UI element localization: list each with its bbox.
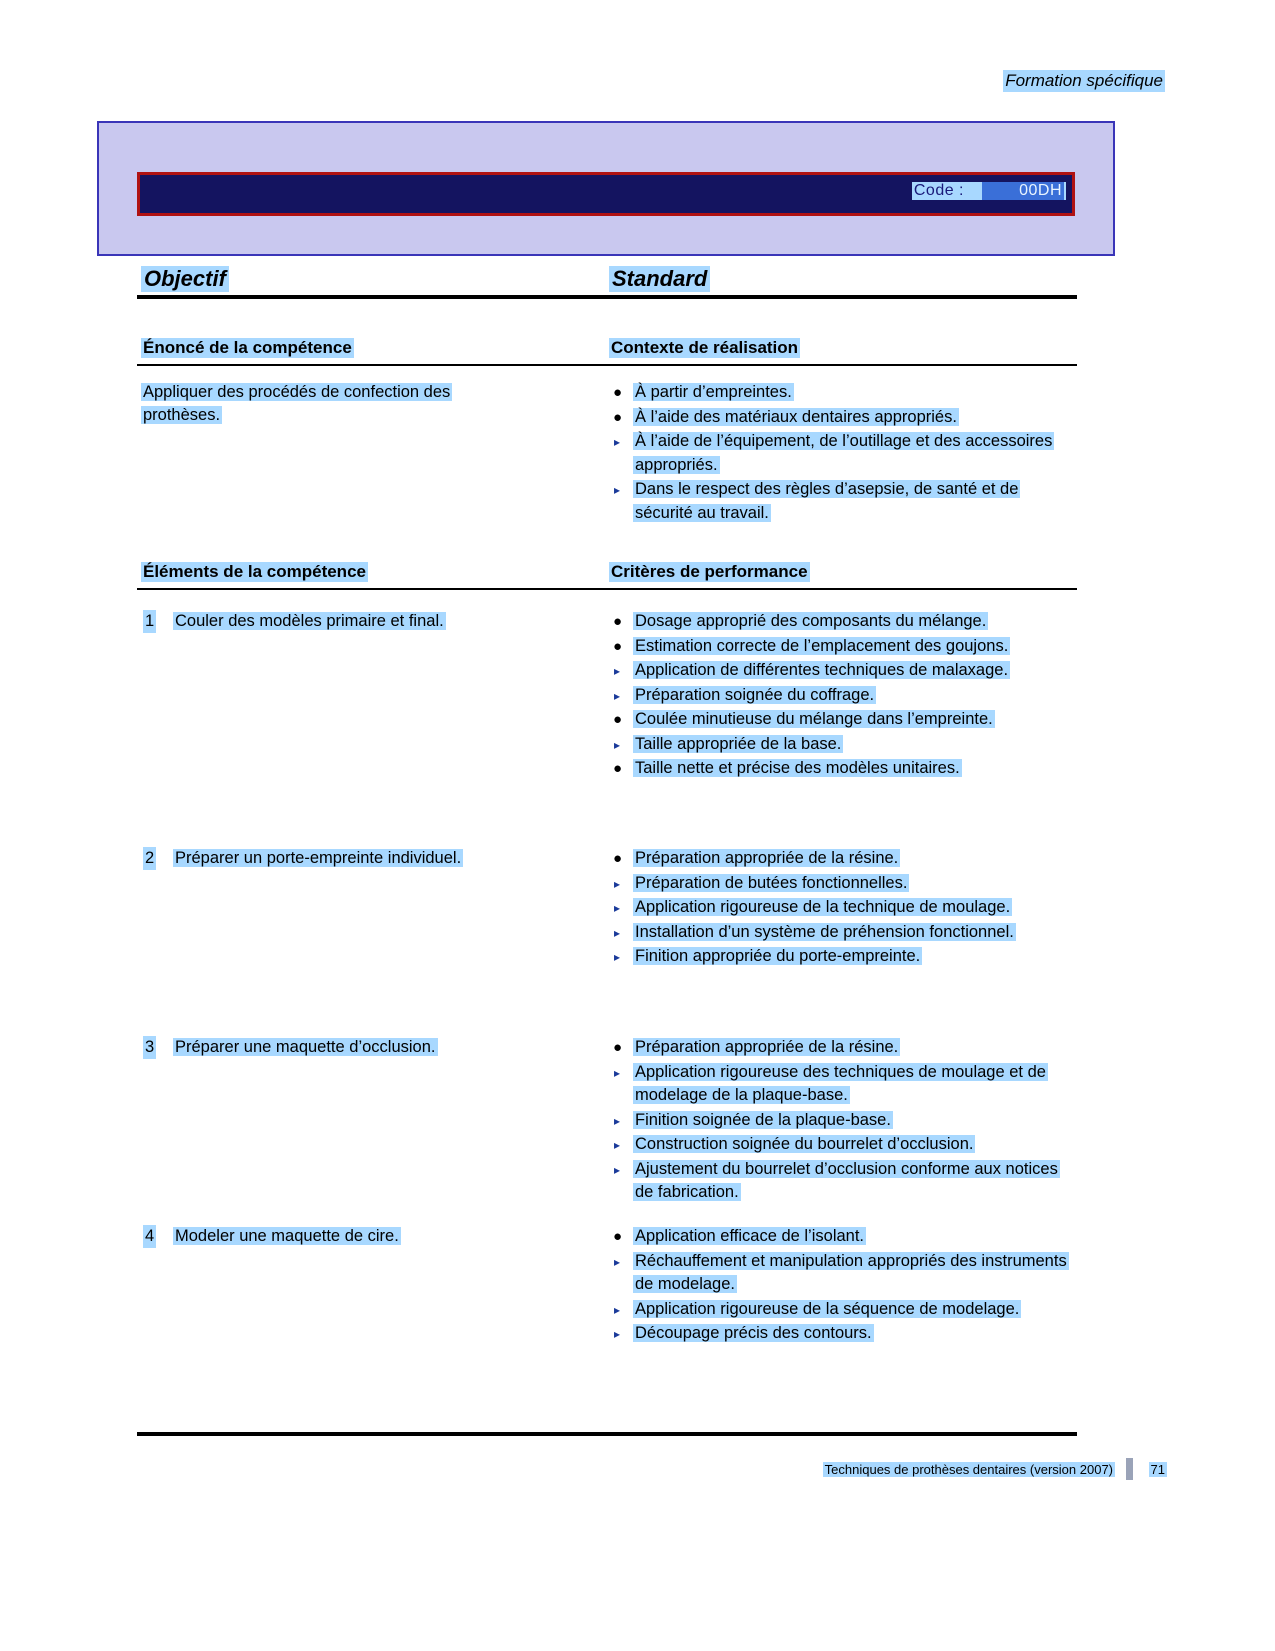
bullet-square-icon: ▸	[614, 925, 621, 940]
criteria-text: Application rigoureuse de la séquence de modelage.	[635, 1299, 1020, 1318]
criteria-text: Préparation appropriée de la résine.	[635, 1038, 899, 1056]
criteria-text: Préparation de butées fonctionnelles.	[635, 873, 908, 892]
criteria-cell	[609, 847, 1077, 970]
element-cell	[141, 1036, 601, 1059]
list-item	[609, 1036, 1077, 1060]
footer-document-title: Techniques de prothèses dentaires (version 2007)	[824, 1462, 1113, 1477]
code-frame	[97, 121, 1115, 256]
criteria-cell	[609, 1036, 1077, 1206]
competence-line: prothèses.	[143, 406, 221, 424]
criteria-text: Application rigoureuse de la technique de moulage.	[635, 898, 1011, 916]
list-item	[609, 945, 1077, 969]
element-number: 2	[143, 847, 156, 870]
competence-statement	[141, 381, 601, 427]
criteria-text: Application de différentes techniques de malaxage.	[635, 661, 1009, 679]
criteria-text: Estimation correcte de l’emplacement des goujons.	[635, 636, 1009, 655]
criteria-text: Taille appropriée de la base.	[635, 734, 842, 753]
list-item	[609, 1109, 1077, 1133]
numbered-element	[141, 1036, 601, 1059]
list-item	[609, 430, 1077, 477]
objectif-title: Objectif	[141, 266, 229, 292]
bullet-square-icon: ▸	[614, 1065, 621, 1080]
bullet-square-icon: ▸	[614, 435, 621, 449]
competence-line: Appliquer des procédés de confection des	[143, 383, 451, 401]
list-item	[609, 757, 1077, 781]
list-item	[609, 1225, 1077, 1249]
criteria-text: Dosage approprié des composants du mélange.	[635, 612, 987, 630]
bullet-square-icon: ▸	[614, 1254, 621, 1269]
list-item	[609, 733, 1077, 757]
bullet-icon: ●	[613, 1039, 623, 1056]
criteria-text: Préparation soignée du coffrage.	[635, 685, 875, 704]
list-item	[609, 896, 1077, 920]
section-competence-rule	[137, 364, 1077, 366]
bullet-icon: ●	[613, 1228, 623, 1245]
contexte-text: Dans le respect des règles d’asepsie, de santé et de sécurité au travail.	[635, 480, 1019, 522]
bullet-icon: ●	[613, 384, 623, 401]
element-number: 3	[143, 1036, 156, 1059]
element-number: 1	[143, 610, 156, 633]
list-item	[609, 1250, 1077, 1297]
bullet-square-icon: ▸	[614, 1162, 621, 1177]
list-item	[609, 921, 1077, 945]
section-elements-rule	[137, 588, 1077, 590]
criteria-cell	[609, 1225, 1077, 1347]
bullet-icon: ●	[613, 850, 623, 867]
footer-rule	[137, 1432, 1077, 1436]
criteria-text: Application efficace de l’isolant.	[635, 1227, 865, 1245]
criteria-text: Installation d’un système de préhension fonctionnel.	[635, 922, 1014, 941]
enonce-competence-title: Énoncé de la compétence	[143, 338, 352, 357]
element-cell	[141, 610, 601, 633]
element-number: 4	[143, 1225, 156, 1248]
footer-separator	[1126, 1458, 1133, 1480]
bullet-square-icon: ▸	[614, 664, 621, 678]
criteria-cell	[609, 610, 1077, 782]
element-label: Couler des modèles primaire et final.	[175, 612, 444, 630]
criteria-text: Construction soignée du bourrelet d’occlusion.	[635, 1135, 974, 1153]
criteria-text: Taille nette et précise des modèles unitaires.	[635, 759, 960, 777]
list-item	[609, 847, 1077, 871]
criteria-text: Finition appropriée du porte-empreinte.	[635, 947, 921, 965]
contexte-list	[609, 381, 1077, 526]
code-label-text: Code :	[913, 182, 964, 199]
bullet-square-icon: ▸	[614, 901, 621, 915]
code-label	[912, 182, 1066, 200]
header-formation-label: Formation spécifique	[1005, 71, 1163, 90]
contexte-text: À partir d’empreintes.	[635, 383, 792, 401]
code-value: 00DH	[982, 182, 1064, 200]
bullet-icon: ●	[613, 408, 623, 426]
section-competence-header	[137, 338, 1077, 366]
list-item	[609, 1298, 1077, 1322]
element-label: Préparer une maquette d’occlusion.	[175, 1038, 436, 1056]
list-item	[609, 610, 1077, 634]
bullet-icon: ●	[613, 711, 623, 728]
list-item	[609, 635, 1077, 659]
criteria-text: Découpage précis des contours.	[635, 1324, 872, 1342]
bullet-square-icon: ▸	[614, 737, 621, 752]
element-cell	[141, 1225, 601, 1248]
bullet-square-icon: ▸	[614, 876, 621, 891]
elements-competence-title: Éléments de la compétence	[143, 562, 366, 581]
bullet-square-icon: ▸	[614, 1113, 621, 1128]
criteres-performance-title: Critères de performance	[611, 562, 808, 581]
contexte-realisation-title: Contexte de réalisation	[611, 338, 799, 357]
list-item	[609, 708, 1077, 732]
bullet-icon: ●	[613, 613, 623, 630]
list-item	[609, 381, 1077, 405]
contexte-text: À l’aide des matériaux dentaires appropriés.	[635, 407, 957, 426]
bullet-square-icon: ▸	[614, 483, 621, 497]
criteria-text: Application rigoureuse des techniques de moulage et de modelage de la plaque-base.	[635, 1062, 1046, 1104]
objectif-standard-band	[137, 266, 1077, 299]
band-rule	[137, 295, 1077, 299]
element-label: Modeler une maquette de cire.	[175, 1227, 399, 1245]
criteria-text: Ajustement du bourrelet d’occlusion conforme aux notices de fabrication.	[635, 1159, 1058, 1201]
list-item	[609, 872, 1077, 896]
list-item	[609, 478, 1077, 525]
bullet-square-icon: ▸	[614, 1327, 621, 1341]
numbered-element	[141, 847, 601, 870]
bullet-square-icon: ▸	[614, 950, 621, 964]
bullet-icon: ●	[613, 637, 623, 655]
numbered-element	[141, 610, 601, 633]
list-item	[609, 1133, 1077, 1157]
list-item	[609, 659, 1077, 683]
standard-title: Standard	[609, 266, 710, 292]
criteria-text: Réchauffement et manipulation appropriés des instruments de modelage.	[635, 1251, 1067, 1293]
list-item	[609, 684, 1077, 708]
list-item	[609, 1322, 1077, 1346]
section-elements-header	[137, 562, 1077, 590]
bullet-square-icon: ▸	[614, 1302, 621, 1317]
list-item	[609, 406, 1077, 430]
element-label: Préparer un porte-empreinte individuel.	[175, 849, 462, 867]
bullet-icon: ●	[613, 760, 623, 777]
footer-page-number: 71	[1150, 1462, 1165, 1477]
numbered-element	[141, 1225, 601, 1248]
criteria-text: Préparation appropriée de la résine.	[635, 849, 899, 867]
criteria-text: Finition soignée de la plaque-base.	[635, 1110, 891, 1129]
code-inner-box	[137, 172, 1075, 216]
bullet-square-icon: ▸	[614, 688, 621, 703]
contexte-text: À l’aide de l’équipement, de l’outillage et des accessoires appropriés.	[635, 432, 1053, 474]
criteria-text: Coulée minutieuse du mélange dans l’empreinte.	[635, 710, 993, 728]
list-item	[609, 1158, 1077, 1205]
bullet-square-icon: ▸	[614, 1138, 621, 1152]
list-item	[609, 1061, 1077, 1108]
element-cell	[141, 847, 601, 870]
